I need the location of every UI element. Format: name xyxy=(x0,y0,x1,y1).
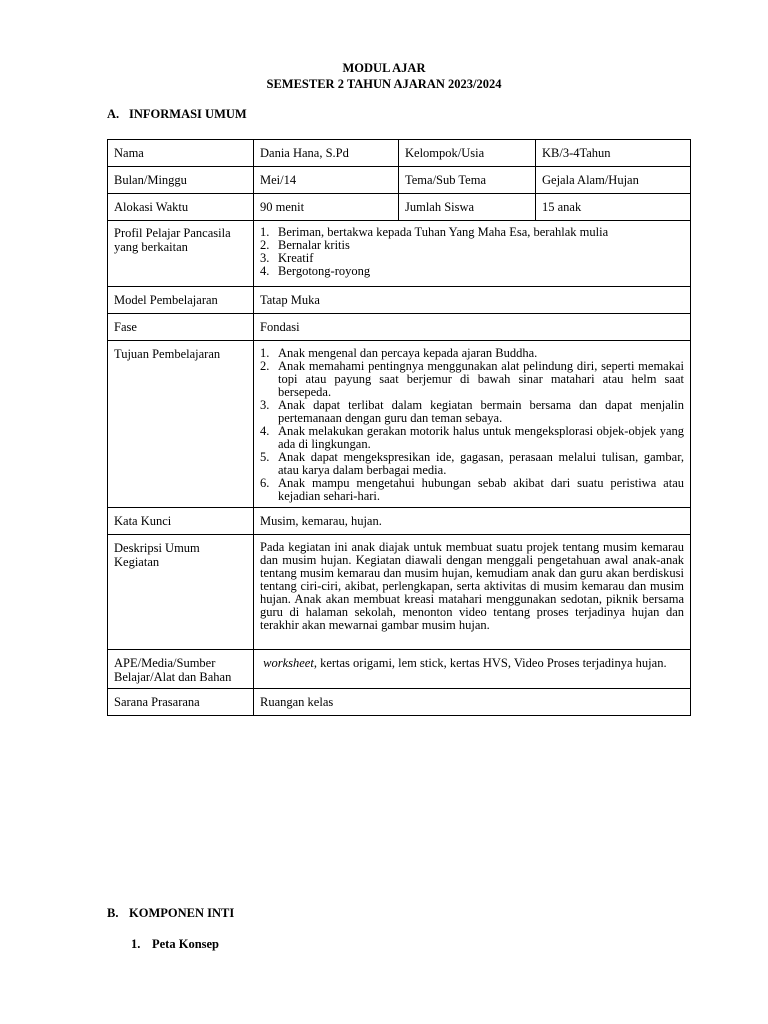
list-number: 5. xyxy=(260,450,270,464)
table-row xyxy=(108,689,691,716)
informasi-umum-table xyxy=(107,139,691,716)
section-b-letter: B. xyxy=(107,906,119,920)
table-row xyxy=(108,314,691,341)
list-number: 6. xyxy=(260,476,270,490)
table-row xyxy=(108,535,691,650)
section-a-heading xyxy=(107,107,247,122)
subsection-1-title: Peta Konsep xyxy=(152,937,220,951)
list-item xyxy=(260,360,684,399)
list-number: 4. xyxy=(260,264,270,278)
fase-label: Fase xyxy=(108,314,254,341)
list-text: Anak melakukan gerakan motorik halus untuk mengeksplorasi objek-objek yang ada di lingkungan. xyxy=(278,424,684,451)
document-header xyxy=(0,60,768,92)
alokasi-label: Alokasi Waktu xyxy=(108,194,254,221)
document-title: MODUL AJAR xyxy=(342,61,426,75)
bulan-label: Bulan/Minggu xyxy=(108,167,254,194)
list-item xyxy=(260,399,684,425)
tujuan-value xyxy=(254,341,691,508)
table-row xyxy=(108,140,691,167)
tema-value: Gejala Alam/Hujan xyxy=(536,167,691,194)
kelompok-label: Kelompok/Usia xyxy=(399,140,536,167)
list-text: Anak mengenal dan percaya kepada ajaran Buddha. xyxy=(278,346,538,360)
list-text: Anak memahami pentingnya menggunakan alat pelindung diri, seperti memakai topi atau payung saat berjemur di bawah sinar matahari atau helm saat bersepeda. xyxy=(278,359,684,399)
section-a-letter: A. xyxy=(107,107,120,121)
tema-label: Tema/Sub Tema xyxy=(399,167,536,194)
sarana-label: Sarana Prasarana xyxy=(108,689,254,716)
tujuan-list xyxy=(260,347,684,503)
document-subtitle: SEMESTER 2 TAHUN AJARAN 2023/2024 xyxy=(266,77,502,91)
sarana-value: Ruangan kelas xyxy=(254,689,691,716)
list-number: 2. xyxy=(260,238,270,252)
list-text: Beriman, bertakwa kepada Tuhan Yang Maha Esa, berahlak mulia xyxy=(278,225,609,239)
list-item xyxy=(260,451,684,477)
list-number: 1. xyxy=(260,225,270,239)
section-b-title: KOMPONEN INTI xyxy=(129,906,235,920)
list-number: 2. xyxy=(260,359,270,373)
table-row xyxy=(108,287,691,314)
ape-italic-text: worksheet xyxy=(263,656,314,670)
table-row xyxy=(108,167,691,194)
section-a-title: INFORMASI UMUM xyxy=(129,107,247,121)
kata-label: Kata Kunci xyxy=(108,508,254,535)
table-row xyxy=(108,221,691,287)
kata-value: Musim, kemarau, hujan. xyxy=(254,508,691,535)
list-item xyxy=(260,425,684,451)
jumlah-value: 15 anak xyxy=(536,194,691,221)
deskripsi-paragraph: Pada kegiatan ini anak diajak untuk membuat suatu projek tentang musim kemarau dan musim hujan. Kegiatan diawali dengan menggali pengetahuan awal anak-anak tentang musim kemarau dan musim hujan, kemudiam anak dan guru akan berdiskusi tentang ciri-ciri, akibat, perlengkapan, serta aktivitas di musim kemarau dan musim hujan. Anak akan membuat kreasi matahari menggunakan sedotan, piknik bersama guru di halaman sekolah, menonton video tentang proses terjadinya hujan dan terakhir akan mewarnai gambar musim hujan. xyxy=(260,540,684,632)
list-text: Anak mampu mengetahui hubungan sebab akibat dari suatu peristiwa atau kejadian sehari-hari. xyxy=(278,476,684,503)
deskripsi-value xyxy=(254,535,691,650)
list-text: Anak dapat mengekspresikan ide, gagasan, perasaan melalui tulisan, gambar, atau karya dalam berbagai media. xyxy=(278,450,684,477)
ape-text: , kertas origami, lem stick, kertas HVS, Video Proses terjadinya hujan. xyxy=(313,656,667,670)
nama-value: Dania Hana, S.Pd xyxy=(254,140,399,167)
list-item xyxy=(260,265,684,278)
jumlah-label: Jumlah Siswa xyxy=(399,194,536,221)
table-row xyxy=(108,508,691,535)
ape-paragraph xyxy=(260,656,684,670)
subsection-1-heading xyxy=(131,937,219,952)
ape-label: APE/Media/Sumber Belajar/Alat dan Bahan xyxy=(108,650,254,689)
profil-list xyxy=(260,226,684,278)
profil-value xyxy=(254,221,691,287)
list-number: 3. xyxy=(260,398,270,412)
list-item xyxy=(260,477,684,503)
list-number: 3. xyxy=(260,251,270,265)
bulan-value: Mei/14 xyxy=(254,167,399,194)
nama-label: Nama xyxy=(108,140,254,167)
list-number: 4. xyxy=(260,424,270,438)
profil-label: Profil Pelajar Pancasila yang berkaitan xyxy=(108,221,254,287)
model-label: Model Pembelajaran xyxy=(108,287,254,314)
list-text: Bergotong-royong xyxy=(278,264,371,278)
subsection-1-number: 1. xyxy=(131,937,141,951)
list-number: 1. xyxy=(260,346,270,360)
kelompok-value: KB/3-4Tahun xyxy=(536,140,691,167)
fase-value: Fondasi xyxy=(254,314,691,341)
alokasi-value: 90 menit xyxy=(254,194,399,221)
list-item xyxy=(260,239,684,252)
list-text: Anak dapat terlibat dalam kegiatan bermain bersama dan dapat menjalin pertemanaan dengan guru dan teman sebaya. xyxy=(278,398,684,425)
section-b-heading xyxy=(107,906,234,921)
deskripsi-label: Deskripsi Umum Kegiatan xyxy=(108,535,254,650)
model-value: Tatap Muka xyxy=(254,287,691,314)
list-text: Kreatif xyxy=(278,251,314,265)
ape-value xyxy=(254,650,691,689)
table-row xyxy=(108,194,691,221)
tujuan-label: Tujuan Pembelajaran xyxy=(108,341,254,508)
table-row xyxy=(108,650,691,689)
table-row xyxy=(108,341,691,508)
list-text: Bernalar kritis xyxy=(278,238,350,252)
